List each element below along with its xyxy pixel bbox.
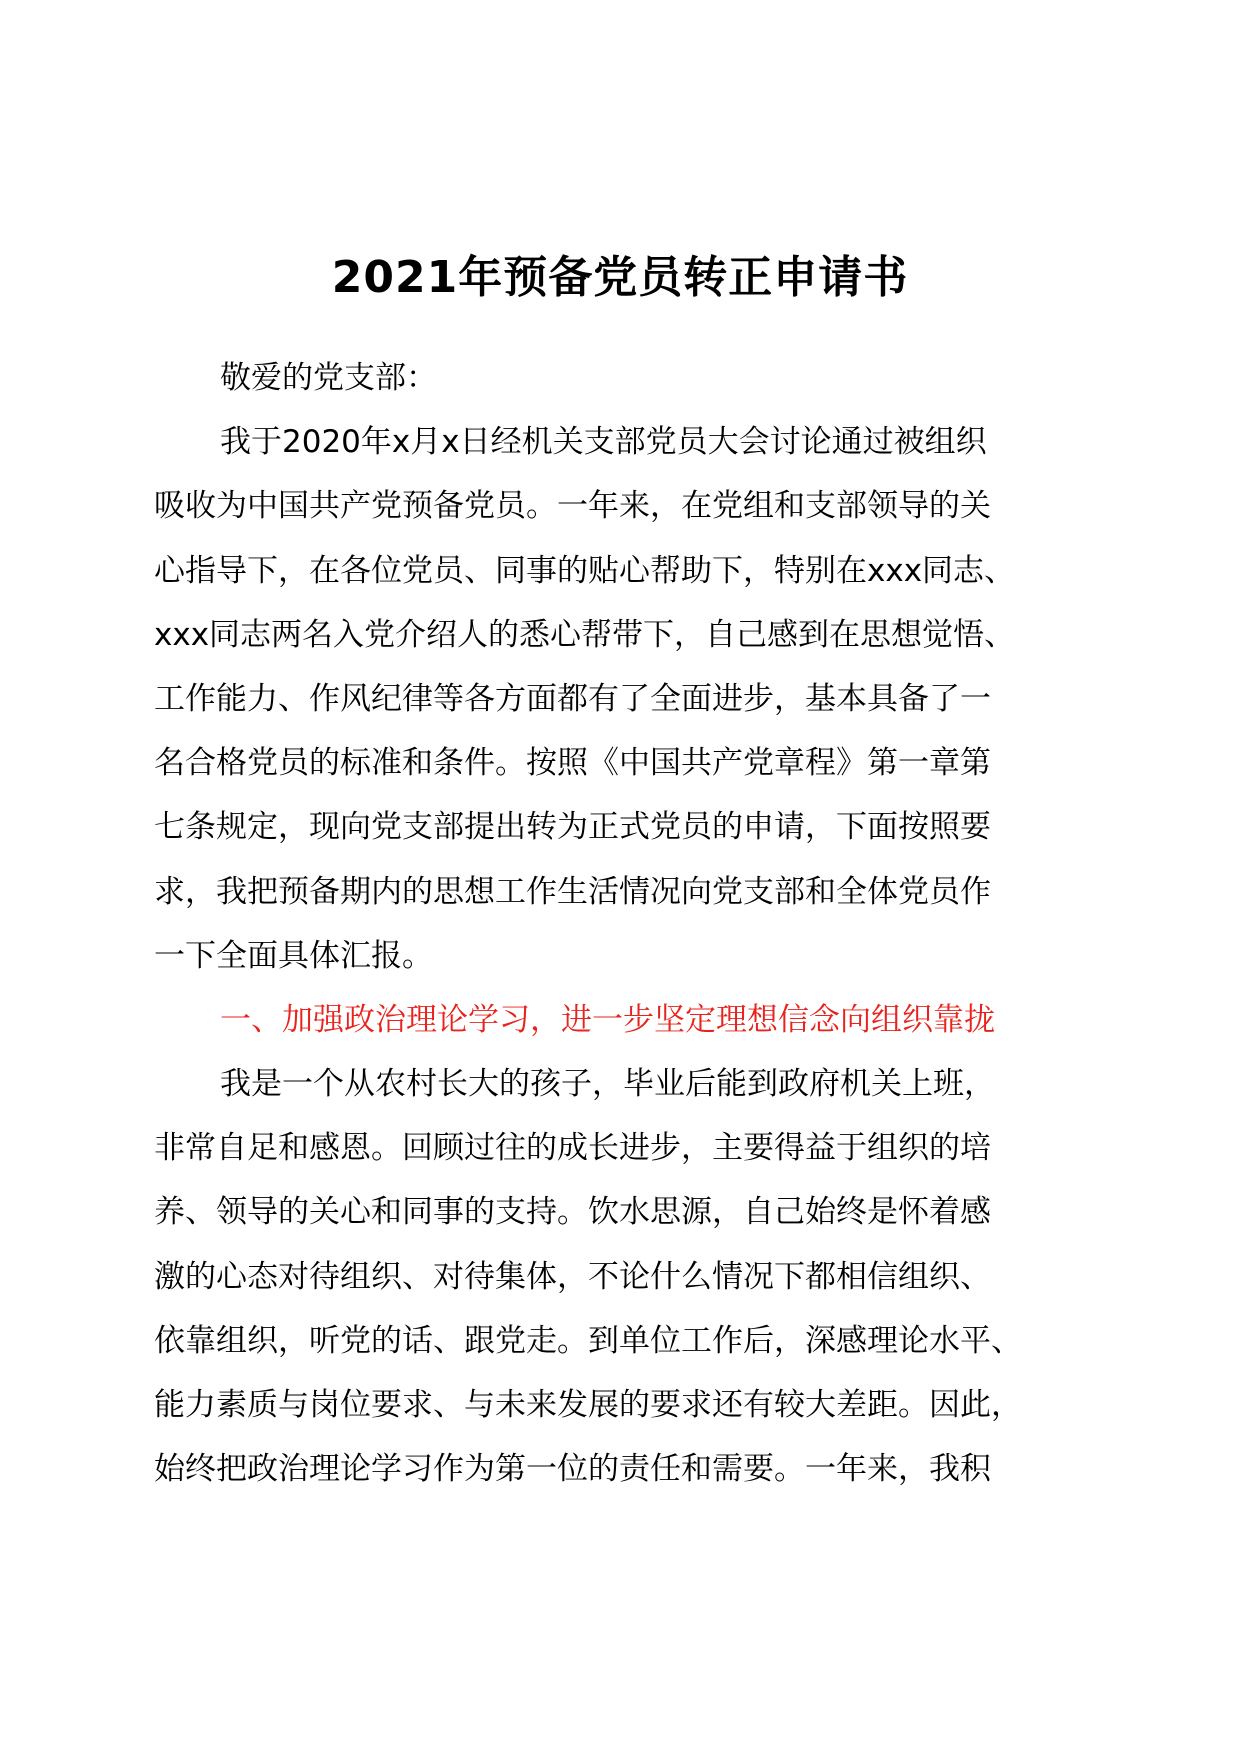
salutation: 敬爱的党支部：	[220, 360, 437, 396]
paragraph-2-line: 我是一个从农村长大的孩子，毕业后能到政府机关上班，	[220, 1066, 995, 1103]
paragraph-1-line: 一下全面具体汇报。	[154, 937, 433, 974]
paragraph-1-line: 名合格党员的标准和条件。按照《中国共产党章程》第一章第	[154, 745, 991, 782]
paragraph-1-line: 吸收为中国共产党预备党员。一年来，在党组和支部领导的关	[154, 488, 991, 525]
document-body	[154, 346, 1114, 1501]
document-title: 2021年预备党员转正申请书	[331, 252, 909, 303]
paragraph-1-line: 求，我把预备期内的思想工作生活情况向党支部和全体党员作	[154, 873, 991, 910]
paragraph-1-line: 心指导下，在各位党员、同事的贴心帮助下，特别在xxx同志、	[154, 552, 1016, 589]
paragraph-2-line: 非常自足和感恩。回顾过往的成长进步，主要得益于组织的培	[154, 1130, 991, 1167]
paragraph-1-line: xxx同志两名入党介绍人的悉心帮带下，自己感到在思想觉悟、	[154, 616, 1016, 653]
paragraph-2-line: 养、领导的关心和同事的支持。饮水思源，自己始终是怀着感	[154, 1194, 991, 1231]
paragraph-2-line: 始终把政治理论学习作为第一位的责任和需要。一年来，我积	[154, 1451, 991, 1488]
paragraph-2-line: 依靠组织，听党的话、跟党走。到单位工作后，深感理论水平、	[154, 1322, 1022, 1359]
section-1-heading: 一、加强政治理论学习，进一步坚定理想信念向组织靠拢	[220, 1001, 995, 1038]
paragraph-2-line: 能力素质与岗位要求、与未来发展的要求还有较大差距。因此，	[154, 1387, 1022, 1423]
paragraph-1-line: 我于2020年x月x日经机关支部党员大会讨论通过被组织	[220, 424, 987, 461]
paragraph-1-line: 七条规定，现向党支部提出转为正式党员的申请，下面按照要	[154, 809, 991, 846]
paragraph-2-line: 激的心态对待组织、对待集体，不论什么情况下都相信组织、	[154, 1258, 991, 1295]
paragraph-1-line: 工作能力、作风纪律等各方面都有了全面进步，基本具备了一	[154, 680, 991, 717]
